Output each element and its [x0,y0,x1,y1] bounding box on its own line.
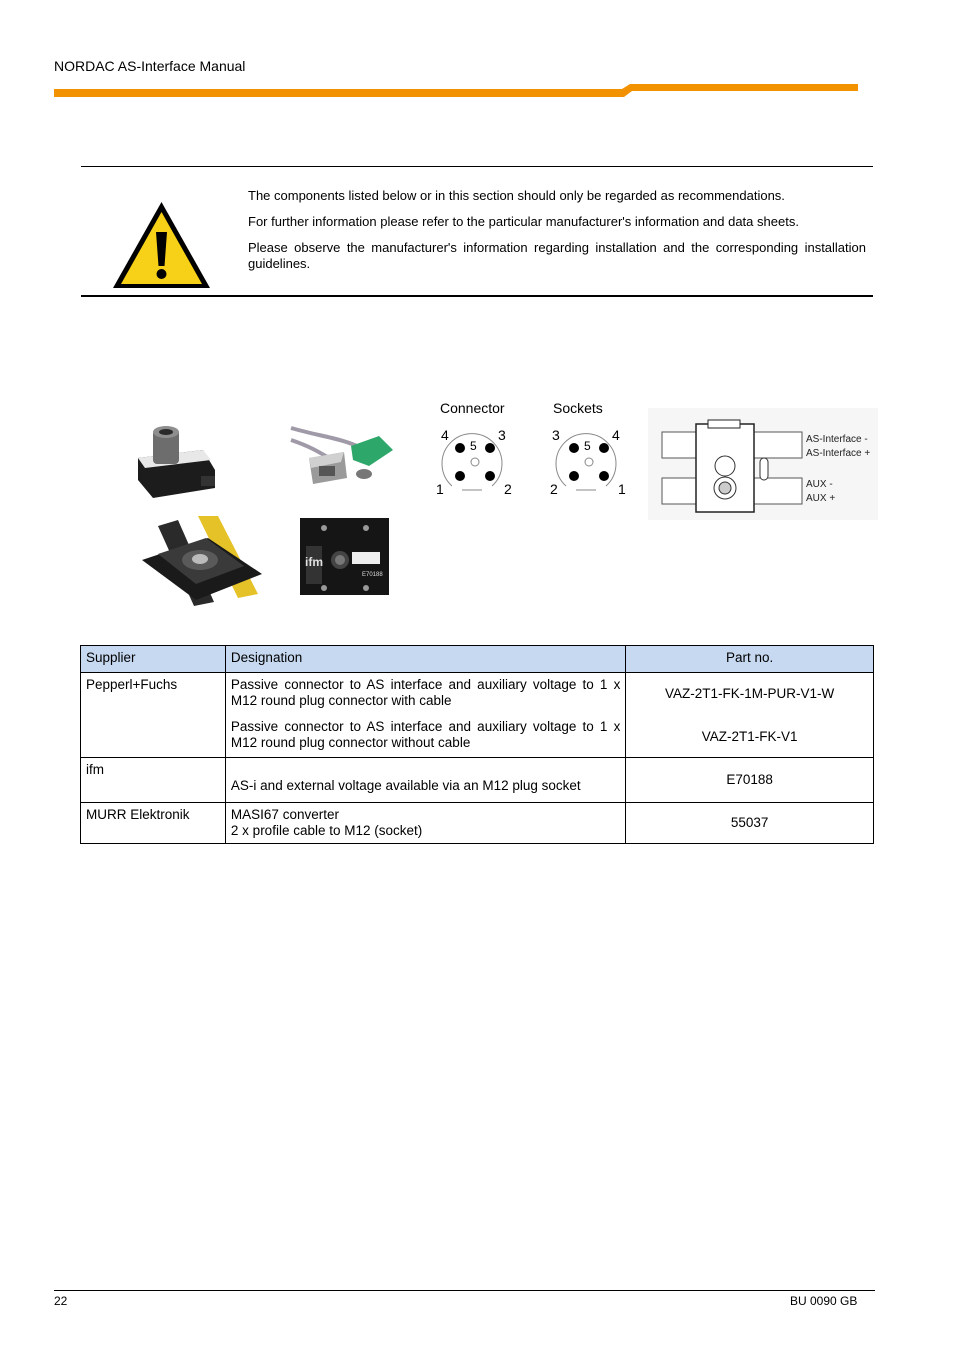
page-number: 22 [54,1294,68,1308]
header-supplier: Supplier [81,646,226,673]
designation-cell [225,803,625,844]
table-row [81,673,874,758]
designation-text: AS-i and external voltage available via an M12 plug socket [230,778,581,793]
sockets-label: Sockets [553,400,603,416]
svg-text:AS-Interface -: AS-Interface - [806,434,868,445]
table-header-row [81,646,874,673]
designation-text: MASI67 converter [230,807,339,822]
svg-text:1: 1 [436,481,444,497]
ifm-flat-cable-module-photo [138,516,266,606]
svg-text:4: 4 [441,427,449,443]
socket-pin-diagram [548,424,628,499]
svg-text:4: 4 [612,427,620,443]
notice-line-3: Please observe the manufacturer's information regarding installation and the corresponding installation guidelines. [248,240,866,271]
header-designation: Designation [225,646,625,673]
svg-text:ifm: ifm [305,555,323,569]
table-row [81,758,874,803]
svg-text:AUX -: AUX - [806,479,833,490]
supplier-cell: Pepperl+Fuchs [81,673,226,758]
header-part-no: Part no. [626,646,874,673]
part-no-text: VAZ-2T1-FK-V1 [701,728,798,744]
svg-text:AUX +: AUX + [806,493,836,504]
notice-text [248,188,866,282]
parts-table [80,645,874,844]
connector-pin-diagram [434,424,514,499]
svg-text:5: 5 [470,439,477,453]
wiring-diagram [648,408,878,520]
warning-triangle-icon [111,200,212,290]
supplier-cell: ifm [81,758,226,803]
part-no-cell [626,673,874,758]
document-code: BU 0090 GB [790,1294,858,1308]
designation-text: Passive connector to AS interface and auxiliary voltage to 1 x M12 round plug connector with cable [230,677,621,708]
svg-text:2: 2 [550,481,558,497]
svg-text:5: 5 [584,439,591,453]
table-row [81,803,874,844]
header-accent-bar [54,82,858,98]
ifm-module-photo [300,518,389,595]
designation-text: Passive connector to AS interface and auxiliary voltage to 1 x M12 round plug connector without cable [230,719,621,750]
pepperl-fuchs-cable-module-photo [289,418,397,490]
svg-text:2: 2 [504,481,512,497]
notice-top-rule [81,166,873,167]
svg-text:1: 1 [618,481,626,497]
part-no-cell: E70188 [626,758,874,803]
notice-line-1: The components listed below or in this section should only be regarded as recommendations. [248,188,785,203]
svg-text:E70188: E70188 [362,572,383,578]
svg-text:3: 3 [498,427,506,443]
part-no-cell: 55037 [626,803,874,844]
part-no-text: VAZ-2T1-FK-1M-PUR-V1-W [665,685,835,701]
designation-text: 2 x profile cable to M12 (socket) [230,823,423,838]
svg-text:3: 3 [552,427,560,443]
footer-rule [54,1290,875,1291]
pepperl-fuchs-module-photo [133,420,218,504]
connector-label: Connector [440,400,505,416]
supplier-cell: MURR Elektronik [81,803,226,844]
designation-cell [225,673,625,758]
header-title: NORDAC AS-Interface Manual [54,58,246,74]
designation-cell [225,758,625,803]
notice-bottom-rule [81,295,873,297]
notice-line-2: For further information please refer to the particular manufacturer's information and data sheets. [248,214,799,229]
svg-text:AS-Interface +: AS-Interface + [806,448,871,459]
